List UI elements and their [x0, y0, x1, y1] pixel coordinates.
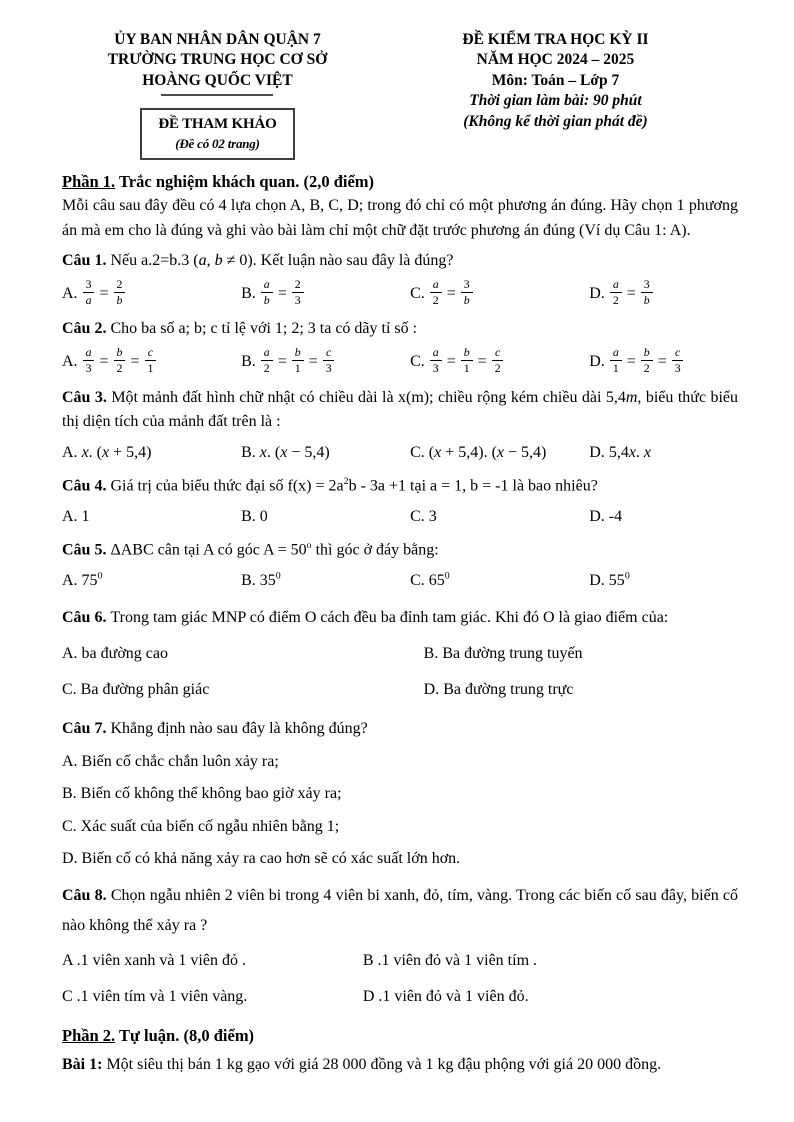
fraction: $\frac{c}{3}$: [323, 345, 335, 376]
part2-heading: [62, 1026, 738, 1046]
fraction: $\frac{a}{3}$: [430, 345, 442, 376]
superscript: o: [306, 539, 312, 551]
part1-title: Trắc nghiệm khách quan. (2,0 điểm): [115, 172, 375, 192]
question-7-label: Câu 7.: [62, 720, 111, 738]
math-expression: x. (x − 5,4): [259, 444, 330, 462]
question-1-option-A: A. $\frac{3}{a}$ = $\frac{2}{b}$: [62, 276, 241, 313]
fraction: $\frac{b}{2}$: [114, 345, 126, 376]
issuer-line-2: TRƯỜNG TRUNG HỌC CƠ SỞ: [107, 51, 328, 69]
question-4-label: Câu 4.: [62, 477, 111, 495]
question-2-option-B: B. $\frac{a}{2}$ = $\frac{b}{1}$ = $\frac{c}{3}$: [241, 344, 410, 381]
question-6-option-D: D. Ba đường trung trực: [423, 680, 574, 698]
question-8-options: [62, 943, 738, 1014]
question-4-text: Câu 4. Giá trị của biểu thức đại số $f(x) = 2a^2b - 3a +1$ tại a = 1, b = -1 là bao nhiêu?: [62, 475, 598, 495]
math-expression: 5,4x. x: [608, 444, 652, 462]
fraction: $\frac{a}{1}$: [610, 345, 622, 376]
fraction: $\frac{c}{3}$: [672, 345, 684, 376]
question-1-option-D: D. $\frac{a}{2}$ = $\frac{3}{b}$: [589, 276, 738, 313]
superscript: 0: [624, 570, 630, 582]
superscript: 0: [97, 570, 103, 582]
question-4-option-C: C. 3: [410, 508, 437, 525]
exercise-1: Bài 1: Một siêu thị bán 1 kg gạo với giá 28 000 đồng và 1 kg đậu phộng với giá 20 000 đồng.: [62, 1056, 662, 1074]
question-3-label: Câu 3.: [62, 388, 112, 406]
question-8-option-C: C .1 viên tím và 1 viên vàng.: [62, 987, 248, 1005]
question-8-option-D: D .1 viên đỏ và 1 viên đỏ.: [362, 987, 529, 1005]
fraction: $\frac{2}{b}$: [114, 277, 126, 308]
question-6-option-B: B. Ba đường trung tuyến: [423, 644, 583, 662]
question-3-option-A: A. x. (x + 5,4): [62, 444, 152, 462]
question-7: [62, 714, 738, 874]
issuer-line-1: ỦY BAN NHÂN DÂN QUẬN 7: [114, 31, 321, 48]
question-6: [62, 603, 738, 707]
fraction: $\frac{a}{2}$: [430, 277, 442, 308]
fraction: $\frac{b}{2}$: [641, 345, 653, 376]
question-2-option-A: A. $\frac{a}{3}$ = $\frac{b}{2}$ = $\frac{c}{1}$: [62, 344, 241, 381]
question-1: [62, 249, 738, 312]
separator-rule: [161, 94, 273, 96]
question-5-option-D: D. $55^0$: [589, 570, 630, 589]
part1-heading: [62, 172, 738, 192]
fraction: $\frac{2}{3}$: [292, 277, 304, 308]
question-4-option-A: A. 1: [62, 508, 90, 525]
question-8-label: Câu 8.: [62, 887, 111, 905]
reference-box: [140, 108, 294, 160]
question-3-options: [62, 437, 738, 469]
fraction: $\frac{a}{2}$: [261, 345, 273, 376]
question-4-option-D: D. -4: [589, 508, 623, 525]
math-expression: x. (x + 5,4): [81, 444, 152, 462]
subject-grade: Môn: Toán – Lớp 7: [491, 71, 620, 89]
question-7-text: Câu 7. Khẳng định nào sau đây là không đúng?: [62, 720, 368, 738]
superscript: 0: [275, 570, 281, 582]
math-expression: (a, b ≠ 0): [193, 251, 253, 269]
question-3-option-B: B. x. (x − 5,4): [241, 444, 330, 462]
fraction: $\frac{c}{1}$: [144, 345, 156, 376]
fraction: $\frac{b}{1}$: [461, 345, 473, 376]
fraction: $\frac{3}{a}$: [83, 277, 95, 308]
question-6-text: Câu 6. Trong tam giác MNP có điểm O cách đều ba đỉnh tam giác. Khi đó O là giao điểm của:: [62, 609, 669, 627]
question-3: [62, 386, 738, 469]
question-3-option-D: D. 5,4x. x: [589, 444, 652, 462]
question-2-text: Câu 2. Cho ba số a; b; c tỉ lệ với 1; 2; 3 ta có dãy tỉ số :: [62, 320, 418, 338]
question-1-options: [62, 276, 738, 313]
question-6-option-C: C. Ba đường phân giác: [62, 680, 210, 698]
question-1-label: Câu 1.: [62, 251, 111, 269]
question-3-option-C: C. (x + 5,4). (x − 5,4): [410, 444, 547, 462]
fraction: $\frac{c}{2}$: [492, 345, 504, 376]
question-8-option-A: A .1 viên xanh và 1 viên đỏ .: [62, 952, 246, 970]
math-expression: (x + 5,4). (x − 5,4): [428, 444, 547, 462]
question-4: [62, 474, 738, 533]
part2-label: Phần 2.: [62, 1026, 116, 1046]
school-year: NĂM HỌC 2024 – 2025: [476, 51, 635, 69]
issuer-line-3: HOÀNG QUỐC VIỆT: [142, 71, 293, 89]
question-8-option-B: B .1 viên đỏ và 1 viên tím .: [362, 952, 538, 970]
part1-intro: Mỗi câu sau đây đều có 4 lựa chọn A, B, C, D; trong đó chỉ có một phương án đúng. Hãy chọn 1 phương án mà em cho là đúng và ghi vào bài làm chỉ một chữ đặt trước phương án đúng (Ví dụ Câu 1: A).: [62, 197, 738, 240]
exam-title: ĐỀ KIỂM TRA HỌC KỲ II: [462, 31, 649, 48]
question-5-option-C: C. $65^0$: [410, 570, 450, 589]
part2-title: Tự luận. (8,0 điểm): [115, 1026, 255, 1046]
question-7-option-A: A. Biến cố chắc chắn luôn xảy ra;: [62, 752, 279, 770]
header-exam-block: [373, 30, 738, 132]
question-7-option-B: B. Biến cố không thể không bao giờ xảy ra;: [62, 785, 342, 803]
reference-box-title: ĐỀ THAM KHẢO: [158, 116, 277, 133]
question-5-text: Câu 5. ΔABC cân tại A có góc $A = 50^o$ thì góc ở đáy bằng:: [62, 539, 439, 558]
math-expression: m: [625, 388, 638, 406]
part1-label: Phần 1.: [62, 172, 116, 192]
question-4-options: [62, 501, 738, 533]
header-issuer-block: [62, 30, 373, 160]
exam-header: [62, 30, 738, 160]
superscript: 0: [444, 570, 450, 582]
question-5-option-A: A. $75^0$: [62, 570, 103, 589]
fraction: $\frac{a}{3}$: [83, 345, 95, 376]
question-8: [62, 881, 738, 1014]
question-5: [62, 538, 738, 597]
question-6-option-A: A. ba đường cao: [62, 644, 168, 662]
exercises-container: [62, 1050, 738, 1080]
fraction: $\frac{a}{b}$: [261, 277, 273, 308]
question-5-options: [62, 565, 738, 597]
question-5-option-B: B. $35^0$: [241, 570, 281, 589]
fraction: $\frac{3}{b}$: [641, 277, 653, 308]
question-8-text: Câu 8. Chọn ngẫu nhiên 2 viên bi trong 4 viên bi xanh, đỏ, tím, vàng. Trong các biến cố sau đây, biến cố nào không thể xảy ra ?: [62, 887, 739, 934]
question-2-option-C: C. $\frac{a}{3}$ = $\frac{b}{1}$ = $\frac{c}{2}$: [410, 344, 589, 381]
question-2: [62, 317, 738, 380]
question-2-option-D: D. $\frac{a}{1}$ = $\frac{b}{2}$ = $\frac{c}{3}$: [589, 344, 738, 381]
question-4-option-B: B. 0: [241, 508, 268, 525]
fraction: $\frac{a}{2}$: [610, 277, 622, 308]
fraction: $\frac{3}{b}$: [461, 277, 473, 308]
questions-container: [62, 249, 738, 1015]
question-1-option-B: B. $\frac{a}{b}$ = $\frac{2}{3}$: [241, 276, 410, 313]
question-6-label: Câu 6.: [62, 609, 111, 627]
duration-note: (Không kể thời gian phát đề): [463, 112, 648, 130]
fraction: $\frac{b}{1}$: [292, 345, 304, 376]
question-5-label: Câu 5.: [62, 540, 111, 558]
superscript: 2: [343, 475, 349, 487]
question-7-option-D: D. Biến cố có khả năng xảy ra cao hơn sẽ có xác suất lớn hơn.: [62, 850, 461, 868]
question-1-option-C: C. $\frac{a}{2}$ = $\frac{3}{b}$: [410, 276, 589, 313]
question-3-text: Câu 3. Một mảnh đất hình chữ nhật có chiều dài là x(m); chiều rộng kém chiều dài 5,4m, biểu thức biểu thị diện tích của mảnh đất trên là :: [62, 388, 739, 431]
question-7-options: [62, 747, 738, 874]
reference-box-subtitle: (Đề có 02 trang): [175, 136, 260, 152]
duration: Thời gian làm bài: 90 phút: [469, 92, 642, 110]
question-6-options: [62, 636, 738, 707]
question-2-options: [62, 344, 738, 381]
question-2-label: Câu 2.: [62, 320, 111, 338]
exercise-1-label: Bài 1:: [62, 1056, 103, 1074]
question-7-option-C: C. Xác suất của biến cố ngẫu nhiên bằng 1;: [62, 817, 340, 835]
question-1-text: Câu 1. Nếu a.2=b.3 (a, b ≠ 0). Kết luận nào sau đây là đúng?: [62, 251, 454, 269]
